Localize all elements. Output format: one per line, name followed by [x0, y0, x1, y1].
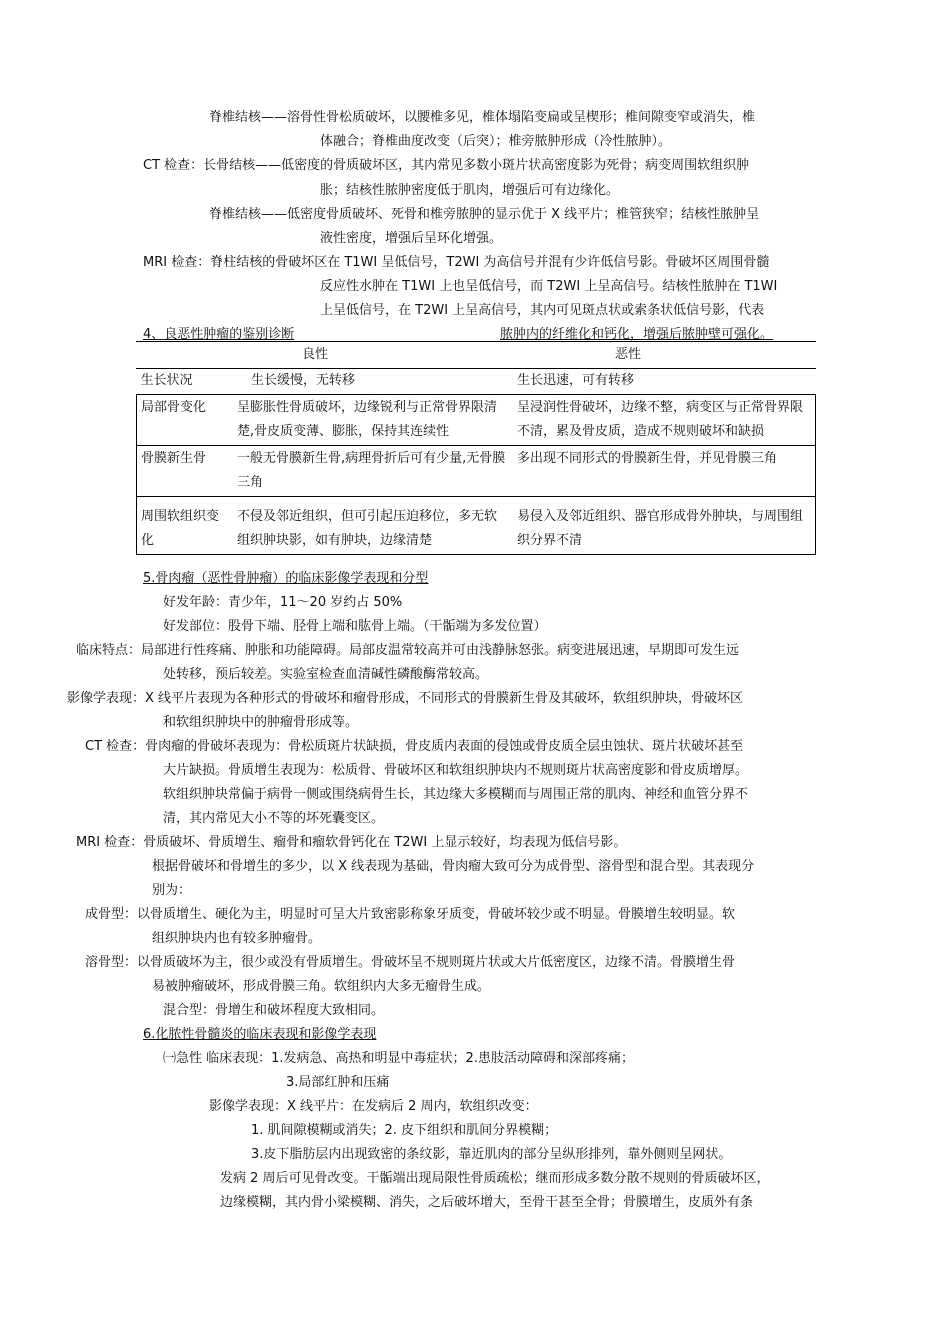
- text-line: 1. 肌间隙模糊或消失；2. 皮下组织和肌间分界模糊；: [251, 1123, 558, 1138]
- row-label: 局部骨变化: [137, 395, 234, 446]
- text-line: 影像学表现：X 线平片：在发病后 2 周内，软组织改变：: [209, 1099, 538, 1114]
- text-line: 发病 2 周后可见骨改变。干骺端出现局限性骨质疏松；继而形成多数分散不规则的骨质破坏区，: [220, 1171, 770, 1186]
- row-benign: 不侵及邻近组织，但可引起压迫移位，多无软组织肿块影，如有肿块，边缘清楚: [233, 497, 513, 555]
- text-line: 体融合；脊椎曲度改变（后突）；椎旁脓肿形成（冷性脓肿）。: [320, 134, 672, 149]
- text-line: CT 检查：长骨结核——低密度的骨质破坏区，其内常见多数小斑片状高密度影为死骨；病变周围软组织肿: [143, 158, 750, 173]
- text-line: 混合型：骨增生和破坏程度大致相同。: [163, 1003, 385, 1018]
- text-line: 易被肿瘤破坏，形成骨膜三角。软组织内大多无瘤骨生成。: [152, 979, 491, 994]
- text-line: 溶骨型：以骨质破坏为主，很少或没有骨质增生。骨破坏呈不规则斑片状或大片低密度区，边缘不清。骨膜增生骨: [85, 955, 736, 970]
- text-line: 上呈低信号，在 T2WI 上呈高信号，其内可见斑点状或索条状低信号影，代表: [320, 303, 765, 318]
- text-line: 反应性水肿在 T1WI 上也呈低信号，而 T2WI 上呈高信号。结核性脓肿在 T1WI: [320, 279, 778, 294]
- table-row: [137, 368, 816, 395]
- section-6-title: 6.化脓性骨髓炎的临床表现和影像学表现: [143, 1027, 377, 1042]
- text-line: 处转移，预后较差。实验室检查血清碱性磷酸酶常较高。: [163, 667, 489, 682]
- row-malignant: 易侵入及邻近组织、器官形成骨外肿块，与周围组织分界不清: [513, 497, 816, 555]
- text-line: CT 检查：骨肉瘤的骨破坏表现为：骨松质斑片状缺损，骨皮质内表面的侵蚀或骨皮质全层虫蚀状、斑片状破坏甚至: [85, 739, 744, 754]
- table-row: [137, 395, 816, 446]
- row-benign: 生长缓慢，无转移: [251, 373, 356, 388]
- text-line: 成骨型：以骨质增生、硬化为主，明显时可呈大片致密影称象牙质变，骨破坏较少或不明显。骨膜增生较明显。软: [85, 907, 736, 922]
- row-benign: 一般无骨膜新生骨,病理骨折后可有少量,无骨膜三角: [233, 446, 513, 497]
- section-5-title: 5.骨肉瘤（恶性骨肿瘤）的临床影像学表现和分型: [143, 571, 429, 586]
- text-line: 脊椎结核——低密度骨质破坏、死骨和椎旁脓肿的显示优于 X 线平片；椎管狭窄；结核性脓肿呈: [209, 207, 760, 222]
- text-line: 清，其内常见大小不等的坏死囊变区。: [163, 811, 385, 826]
- row-label: 周围软组织变化: [137, 497, 234, 555]
- text-line: 3.皮下脂肪层内出现致密的条纹影，靠近肌肉的部分呈纵形排列，靠外侧则呈网状。: [251, 1147, 732, 1162]
- text-line: 3.局部红肿和压痛: [286, 1075, 390, 1090]
- text-line: 脓肿内的纤维化和钙化，增强后脓肿壁可强化。: [500, 327, 774, 342]
- row-malignant: 多出现不同形式的骨膜新生骨，并见骨膜三角: [513, 446, 816, 497]
- text-line: MRI 检查：骨质破坏、骨质增生、瘤骨和瘤软骨钙化在 T2WI 上显示较好，均表现为低信号影。: [76, 835, 627, 850]
- row-label: 骨膜新生骨: [137, 446, 234, 497]
- text-line: 脊椎结核——溶骨性骨松质破坏，以腰椎多见，椎体塌陷变扁或呈楔形；椎间隙变窄或消失，椎: [209, 110, 756, 125]
- row-label: 生长状况: [140, 373, 193, 388]
- text-line: 临床特点：局部进行性疼痛、肿胀和功能障碍。局部皮温常较高并可由浅静脉怒张。病变进展迅速，早期即可发生远: [76, 643, 740, 658]
- text-line: 液性密度，增强后呈环化增强。: [320, 231, 503, 246]
- text-line: 影像学表现：X 线平片表现为各种形式的骨破坏和瘤骨形成，不同形式的骨膜新生骨及其破坏，软组织肿块，骨破坏区: [67, 691, 744, 706]
- text-line: 根据骨破坏和骨增生的多少，以 X 线表现为基础，骨肉瘤大致可分为成骨型、溶骨型和混合型。其表现分: [152, 859, 755, 874]
- text-line: 胀；结核性脓肿密度低于肌肉，增强后可有边缘化。: [320, 183, 620, 198]
- text-line: 和软组织肿块中的肿瘤骨形成等。: [163, 715, 359, 730]
- table-row: [137, 497, 816, 555]
- text-line: 好发部位：股骨下端、胫骨上端和肱骨上端。（干骺端为多发位置）: [163, 619, 547, 634]
- row-malignant: 生长迅速，可有转移: [517, 373, 635, 388]
- text-line: 大片缺损。骨质增生表现为：松质骨、骨破坏区和软组织肿块内不规则斑片状高密度影和骨皮质增厚。: [163, 763, 749, 778]
- table-header-malignant: 恶性: [615, 347, 642, 362]
- text-line: 组织肿块内也有较多肿瘤骨。: [152, 931, 322, 946]
- text-line: MRI 检查：脊柱结核的骨破坏区在 T1WI 呈低信号，T2WI 为高信号并混有少许低信号影。骨破坏区周围骨髓: [143, 255, 770, 270]
- table-top-rule: [136, 341, 816, 342]
- row-benign: 呈膨胀性骨质破坏，边缘锐利与正常骨界限清楚,骨皮质变薄、膨胀，保持其连续性: [233, 395, 513, 446]
- table-row: [137, 446, 816, 497]
- section-4-title: 4、良恶性肿瘤的鉴别诊断: [143, 327, 295, 342]
- comparison-table: [136, 368, 816, 555]
- text-line: 别为：: [152, 883, 192, 898]
- text-line: 软组织肿块常偏于病骨一侧或围绕病骨生长，其边缘大多模糊而与周围正常的肌肉、神经和血管分界不: [163, 787, 749, 802]
- text-line: 边缘模糊，其内骨小梁模糊、消失，之后破坏增大，至骨干甚至全骨；骨膜增生，皮质外有条: [220, 1195, 754, 1210]
- text-line: 好发年龄：青少年，11～20 岁约占 50%: [163, 595, 403, 610]
- text-line: ㈠急性 临床表现：1.发病急、高热和明显中毒症状；2.患肢活动障碍和深部疼痛；: [163, 1051, 634, 1066]
- table-header-benign: 良性: [302, 347, 329, 362]
- row-malignant: 呈浸润性骨破坏，边缘不整，病变区与正常骨界限不清，累及骨皮质，造成不规则破坏和缺损: [513, 395, 816, 446]
